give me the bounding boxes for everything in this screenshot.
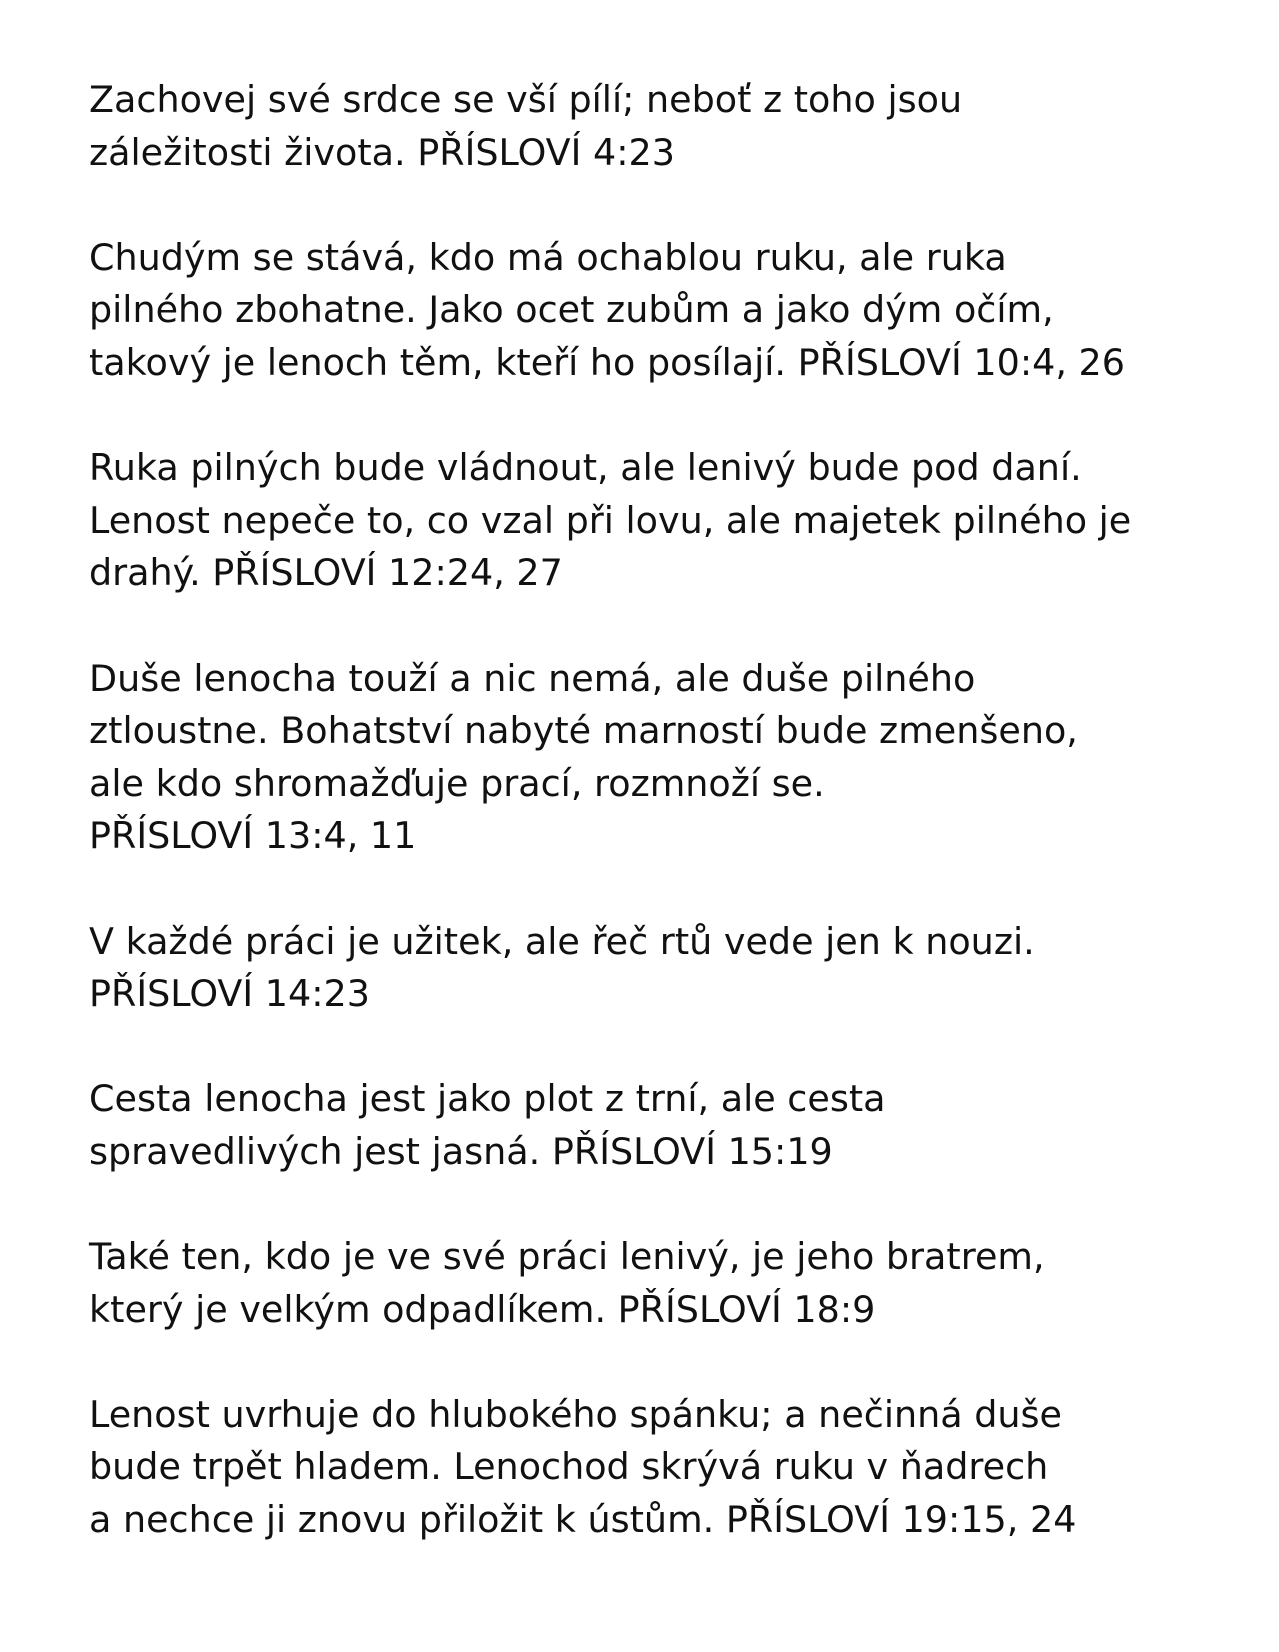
verse-line: Ruka pilných bude vládnout, ale lenivý bude pod daní. [89,446,1082,490]
verse-line: bude trpět hladem. Lenochod skrývá ruku v ňadrech [89,1445,1049,1489]
verse-line: PŘÍSLOVÍ 14:23 [89,972,370,1016]
verse-proverbs-18-9 [89,1231,1219,1336]
verse-proverbs-14-23 [89,916,1219,1021]
verse-line: spravedlivých jest jasná. PŘÍSLOVÍ 15:19 [89,1129,833,1173]
verse-line: Cesta lenocha jest jako plot z trní, ale cesta [89,1077,886,1121]
verse-proverbs-10-4-26 [89,232,1219,390]
verse-line: a nechce ji znovu přiložit k ústům. PŘÍSLOVÍ 19:15, 24 [89,1498,1077,1542]
verse-line: Chudým se stává, kdo má ochablou ruku, ale ruka [89,235,1007,279]
verse-line: Také ten, kdo je ve své práci lenivý, je jeho bratrem, [89,1235,1045,1279]
verse-proverbs-19-15-24 [89,1389,1219,1547]
verse-line: který je velkým odpadlíkem. PŘÍSLOVÍ 18:9 [89,1287,876,1331]
verse-line: záležitosti života. PŘÍSLOVÍ 4:23 [89,130,675,174]
verse-line: Duše lenocha touží a nic nemá, ale duše pilného [89,656,976,700]
verse-line: takový je lenoch těm, kteří ho posílají. PŘÍSLOVÍ 10:4, 26 [89,340,1125,384]
verse-line: V každé práci je užitek, ale řeč rtů vede jen k nouzi. [89,919,1035,963]
verse-line: pilného zbohatne. Jako ocet zubům a jako dým očím, [89,288,1054,332]
verse-line: Zachovej své srdce se vší pílí; neboť z toho jsou [89,78,963,121]
verse-line: PŘÍSLOVÍ 13:4, 11 [89,814,417,858]
verse-proverbs-15-19 [89,1073,1219,1178]
verse-proverbs-12-24-27 [89,442,1219,600]
verse-proverbs-13-4-11 [89,653,1219,863]
verse-proverbs-4-23 [89,74,1219,179]
document-page [89,74,1219,1599]
verse-line: ale kdo shromažďuje prací, rozmnoží se. [89,761,825,805]
verse-line: Lenost nepeče to, co vzal při lovu, ale majetek pilného je [89,498,1132,542]
verse-line: drahý. PŘÍSLOVÍ 12:24, 27 [89,551,563,595]
verse-line: ztloustne. Bohatství nabyté marností bude zmenšeno, [89,709,1078,753]
verse-line: Lenost uvrhuje do hlubokého spánku; a nečinná duše [89,1392,1062,1436]
